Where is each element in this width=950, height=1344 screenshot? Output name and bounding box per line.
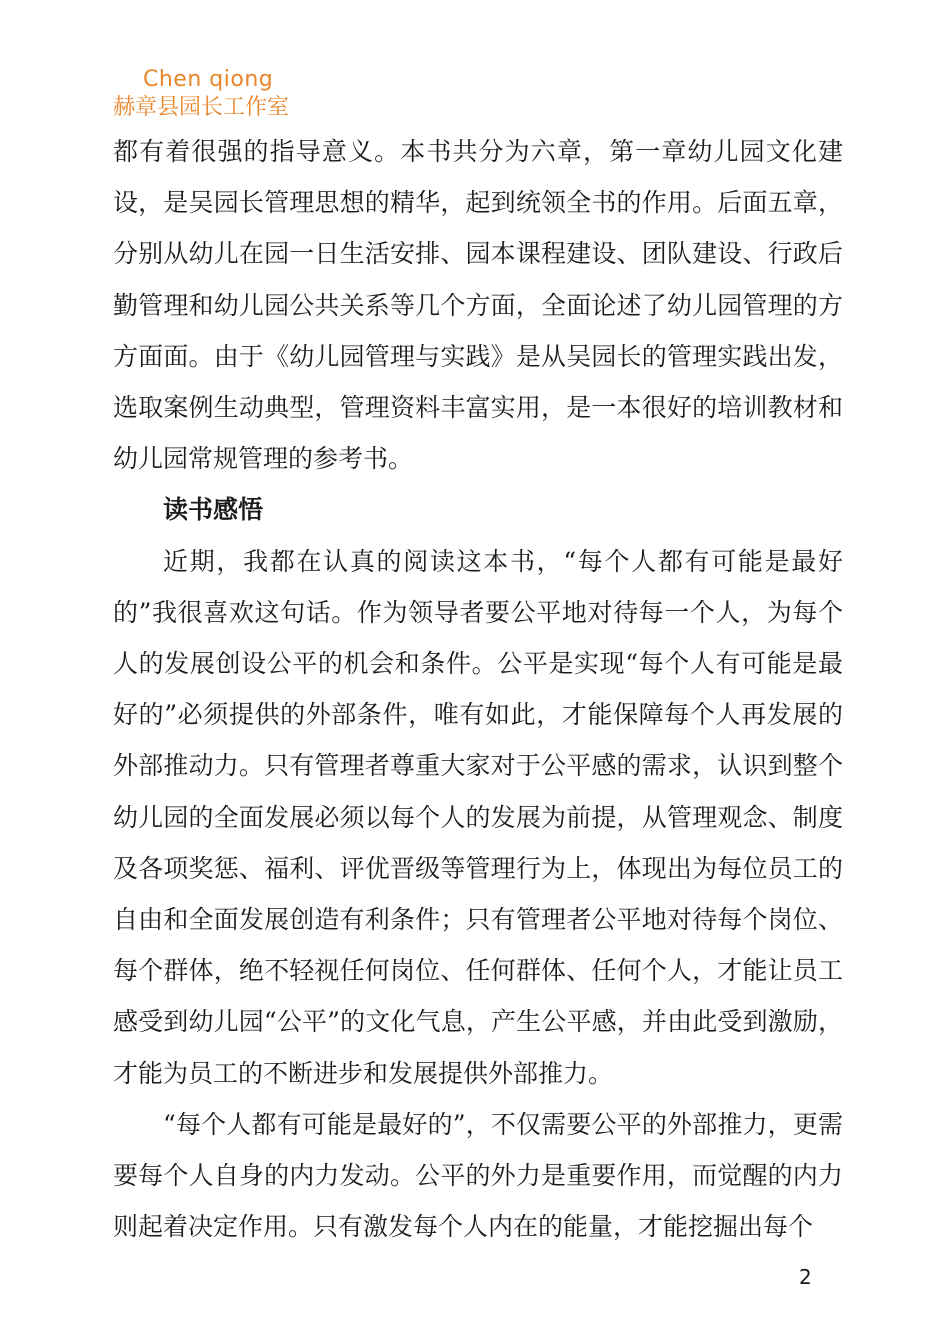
section-heading: 读书感悟 — [163, 495, 264, 525]
document-body — [113, 126, 843, 1252]
paragraph-reflection-1: 近期，我都在认真的阅读这本书，“每个人都有可能是最好的”我很喜欢这句话。作为领导者要公平地对待每一个人，为每个人的发展创设公平的机会和条件。公平是实现“每个人有可能是最好的”必须提供的外部条件，唯有如此，才能保障每个人再发展的外部推动力。只有管理者尊重大家对于公平感的需求，认识到整个幼儿园的全面发展必须以每个人的发展为前提，从管理观念、制度及各项奖惩、福利、评优晋级等管理行为上，体现出为每位员工的自由和全面发展创造有利条件；只有管理者公平地对待每个岗位、每个群体，绝不轻视任何岗位、任何群体、任何个人，才能让员工感受到幼儿园“公平”的文化气息，产生公平感，并由此受到激励，才能为员工的不断进步和发展提供外部推力。 — [113, 546, 843, 1088]
page-number: 2 — [799, 1265, 812, 1289]
paragraph-reflection-2: “每个人都有可能是最好的”，不仅需要公平的外部推力，更需要每个人自身的内力发动。公平的外力是重要作用，而觉醒的内力则起着决定作用。只有激发每个人内在的能量，才能挖掘出每个 — [113, 1109, 843, 1242]
header — [113, 66, 289, 122]
paragraph-continuation: 都有着很强的指导意义。本书共分为六章，第一章幼儿园文化建设，是吴园长管理思想的精华，起到统领全书的作用。后面五章，分别从幼儿在园一日生活安排、园本课程建设、团队建设、行政后勤管理和幼儿园公共关系等几个方面，全面论述了幼儿园管理的方方面面。由于《幼儿园管理与实践》是从吴园长的管理实践出发，选取案例生动典型，管理资料丰富实用，是一本很好的培训教材和幼儿园常规管理的参考书。 — [113, 137, 843, 474]
header-studio-name: 赫章县园长工作室 — [113, 95, 290, 120]
header-brand: Chen qiong — [143, 67, 274, 92]
